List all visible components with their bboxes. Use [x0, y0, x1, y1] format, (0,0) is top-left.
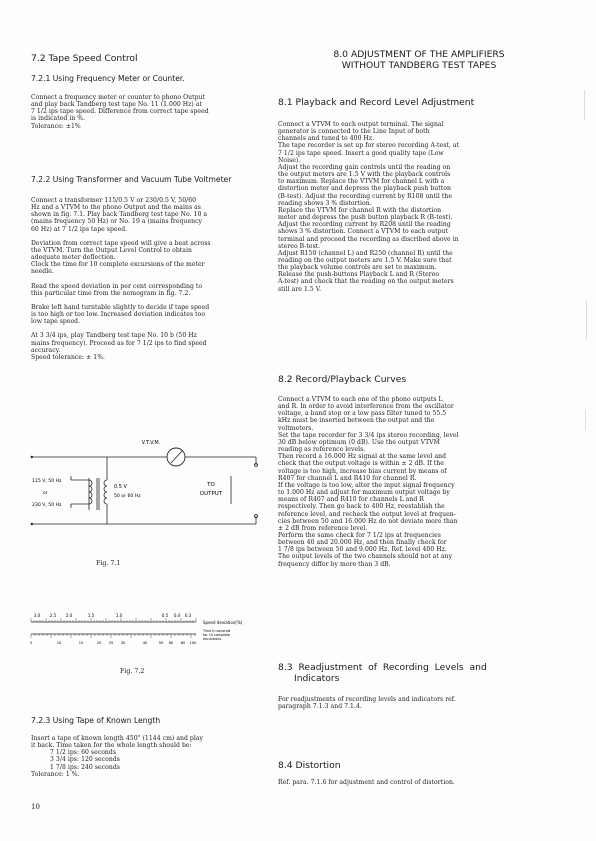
label-or: or [43, 491, 48, 496]
text-line: to maximum. Replace the VTVM for channel L with a [278, 178, 445, 186]
top-tick-label: 0.4 [173, 613, 181, 618]
text-line: accuracy. [31, 346, 61, 354]
label-to: TO [207, 482, 215, 488]
text-line: to 1.000 Hz and adjust for maximum output voltage by [278, 489, 450, 497]
text-line: (mains frequency 50 Hz) or No. 19 a (mains frequency [31, 218, 203, 226]
top-tick-label: 0.3 [184, 613, 192, 618]
bottom-tick-label: 25 [108, 641, 114, 645]
section-8-3-body [278, 696, 560, 710]
text-line: paragraph 7.1.3 and 7.1.4. [278, 703, 362, 711]
top-tick-label: 2.5 [49, 613, 57, 618]
top-tick-label: 0.5 [161, 613, 169, 618]
text-line: reading shows 3 % distortion. [278, 199, 372, 207]
top-tick-label: 2.0 [65, 613, 73, 618]
text-line: means of R407 and R410 for channels L and R [278, 496, 424, 504]
bottom-tick-label: 10 [56, 641, 62, 645]
text-line: the playback volume controls are set to maximum. [278, 264, 437, 272]
section-title-7-2-1: 7.2.1 Using Frequency Meter or Counter. [31, 74, 185, 83]
text-line: Adjust R150 (channel L) and R250 (channel R) until the [278, 249, 453, 257]
top-tick-label: 1.5 [87, 613, 95, 618]
text-line: voltage is too high, increase bias current by means of [278, 467, 447, 475]
meter-needle [171, 451, 182, 463]
text-line: Connect a VTVM to each output terminal. The signal [278, 121, 444, 128]
section-7-2-3-body [31, 735, 271, 778]
text-line: 7 1/2 ips tape speed. Difference from correct tape speed [31, 108, 209, 116]
section-title-8-0-line-2: WITHOUT TANDBERG TEST TAPES [341, 60, 497, 71]
figure-7-2-caption: Fig. 7.2 [120, 668, 145, 675]
top-tick-label: 1.0 [115, 613, 123, 618]
text-line: voltage, a band stop or a low pass filter tuned to 55.5 [278, 410, 447, 418]
text-line: generator is connected to the Line Input of both [278, 128, 430, 136]
text-line: the VTVM. Turn the Output Level Control to obtain [31, 246, 192, 254]
text-line: Replace the VTVM for channel R with the distortion [278, 206, 442, 214]
text-line: stereo B-test. [278, 242, 321, 250]
section-title-7-2-3: 7.2.3 Using Tape of Known Length [31, 716, 161, 725]
label-115v: 115 V, 50 Hz [32, 479, 62, 484]
legend-time-line-2: for 10 complete [203, 633, 230, 637]
text-line: is too high or too low. Increased deviation indicates too [31, 311, 206, 319]
figure-7-2-nomogram [31, 608, 271, 648]
section-8-4 [278, 760, 560, 786]
text-line: mains frequency). Proceed as for 7 1/2 ips to find speed [31, 339, 207, 347]
text-line: voltmeters. [278, 424, 314, 432]
text-line: Speed tolerance: ± 1%. [31, 353, 106, 361]
section-7-2-2-para-4 [31, 304, 271, 325]
section-7-2-2-para-3 [31, 283, 271, 297]
text-line: low tape speed. [31, 318, 81, 326]
figure-7-1-circuit [31, 436, 271, 556]
section-7-2-1 [31, 74, 271, 130]
tolerance: Tolerance: 1 %. [31, 770, 80, 778]
text-line: 30 dB below optimum (0 dB). Use the output VTVM [278, 438, 440, 446]
legend-time-line-1: Time in seconds [203, 629, 231, 633]
text-line: shows 3 % distortion. Connect a VTVM to each output [278, 228, 449, 236]
section-8-2 [278, 374, 560, 568]
text-line: shown in fig. 7.1. Play back Tandberg test tape No. 10 a [31, 211, 208, 219]
speed-item: 3 3/4 ips: 120 seconds [50, 756, 120, 764]
figure-7-1-caption: Fig. 7.1 [96, 560, 121, 567]
section-title-7-2-2: 7.2.2 Using Transformer and Vacuum Tube Voltmeter [31, 175, 232, 184]
text-line: Clock the time for 10 complete excursions of the meter [31, 261, 205, 269]
scan-mark [585, 410, 586, 430]
section-7-2 [31, 53, 271, 64]
text-line: ± 2 dB from reference level. [278, 524, 368, 532]
section-7-2-2-para-5 [31, 332, 271, 361]
text-line: needle. [31, 268, 54, 276]
section-8-0 [278, 49, 560, 71]
section-7-2-2-para-1 [31, 197, 271, 233]
text-line: At 3 3/4 ips, play Tandberg test tape No. 10 b (50 Hz [31, 332, 197, 340]
text-line: Noise). [278, 156, 301, 164]
scan-mark [584, 90, 585, 120]
terminal-left-bottom [31, 523, 33, 525]
section-7-2-2-para-2 [31, 240, 271, 276]
legend-speed-deviation: Speed deviation[%] [203, 620, 243, 625]
section-8-3 [278, 662, 560, 710]
text-line: frequency differ by more than 3 dB. [278, 560, 391, 568]
text-line: A-test) and check that the reading on the output meters [278, 278, 454, 286]
transformer-secondary-coil [104, 480, 107, 504]
text-line: For readjustments of recording levels and indicators ref. [278, 696, 456, 703]
section-title-7-2: 7.2 Tape Speed Control [31, 53, 138, 64]
top-tick-label: 3.0 [33, 613, 41, 618]
text-line: and play back Tandberg test tape No. 11 (1.000 Hz) at [31, 101, 203, 109]
text-line: The output levels of the two channels should not at any [278, 553, 453, 561]
text-line: Adjust the recording current by R208 until the reading [278, 221, 451, 229]
text-line: adequate meter deflection. [31, 254, 116, 262]
label-05v: 0.5 V [114, 484, 127, 490]
scan-mark [586, 300, 587, 340]
text-line: Connect a transformer 115/0.5 V or 230/0.5 V, 50/60 [31, 197, 197, 204]
text-line: respectively. Then go back to 400 Hz, reestablish the [278, 503, 445, 511]
text-line: The tape recorder is set up for stereo recording A-test, at [278, 142, 460, 150]
text-line: Adjust the recording gain controls until the reading on [278, 163, 451, 171]
text-line: still are 1.5 V. [278, 285, 322, 293]
speed-item: 7 1/2 ips: 60 seconds [50, 749, 117, 757]
text-line: 60 Hz) at 7 1/2 ips tape speed. [31, 225, 128, 233]
nomogram-bottom-tick-labels [30, 641, 197, 645]
bottom-tick-label: 80 [180, 641, 186, 645]
text-line: Read the speed deviation in per cent corresponding to [31, 282, 203, 290]
section-8-1 [278, 97, 560, 293]
nomogram-top-scale [31, 618, 196, 622]
section-7-2-1-body [31, 94, 271, 130]
section-title-8-0-line-1: 8.0 ADJUSTMENT OF THE AMPLIFIERS [333, 49, 505, 60]
text-line: it back. Time taken for the whole length should be: [31, 742, 192, 750]
bottom-tick-label: 5 [29, 641, 33, 645]
section-8-4-body [278, 779, 560, 786]
text-line: Tolerance: ±1% [31, 122, 81, 130]
bottom-tick-label: 40 [142, 641, 148, 645]
nomogram-bottom-scale [31, 634, 195, 638]
text-line: 1 7/8 ips between 50 and 9.000 Hz. Ref. level 400 Hz. [278, 546, 447, 554]
legend-time-line-3: excursions. [203, 637, 223, 641]
bottom-tick-label: 60 [168, 641, 174, 645]
terminal-left-top [31, 456, 33, 458]
speed-item: 1 7/8 ips: 240 seconds [50, 763, 120, 771]
text-line: Connect a frequency meter or counter to phono Output [31, 94, 206, 101]
text-line: Brake left hand turntable slightly to decide if tape speed [31, 303, 210, 311]
bottom-tick-label: 30 [120, 641, 126, 645]
text-line: (B-test). Adjust the recording current by R108 until the [278, 192, 453, 200]
section-7-2-2 [31, 175, 271, 361]
text-line: and R. In order to avoid interference from the oscillator [278, 403, 454, 411]
section-title-8-3-line-1: 8.3 Readjustment of Recording Levels and [278, 662, 487, 673]
text-line: Set the tape recorder for 3 3/4 ips stereo recording, level [278, 431, 459, 439]
text-line: meter and depress the push button playback R (B-test). [278, 214, 453, 222]
bottom-tick-label: 100 [189, 641, 197, 645]
text-line: R407 for channel L and R410 for channel R. [278, 474, 417, 482]
text-line: this particular time from the nomogram in fig. 7.2. [31, 289, 191, 297]
text-line: channels and tuned to 400 Hz. [278, 135, 375, 143]
text-line: Connect a VTVM to each one of the phono outputs L [278, 396, 443, 403]
bottom-tick-label: 20 [96, 641, 102, 645]
text-line: Release the push-buttons Playback L and R (Stereo [278, 271, 440, 279]
text-line: is indicated in %. [31, 115, 86, 123]
transformer-primary-coil [89, 480, 92, 504]
text-line: reading as reference levels. [278, 446, 366, 454]
text-line: between 40 and 20.000 Hz, and then finally check for [278, 539, 447, 547]
text-line: check that the output voltage is within ± 2 dB. If the [278, 460, 444, 468]
text-line: terminal and proceed the recording as discribed above in [278, 235, 459, 243]
text-line: reading on the output meters are 1.5 V. Make sure that [278, 256, 452, 264]
section-8-2-body [278, 396, 560, 568]
section-title-8-1: 8.1 Playback and Record Level Adjustment [278, 97, 475, 108]
text-line: reference level, and recheck the output level at frequen- [278, 510, 456, 518]
bottom-tick-label: 15 [78, 641, 84, 645]
page-number: 10 [31, 803, 40, 811]
text-line: 7 1/2 ips tape speed. Insert a good quality tape (Low [278, 149, 444, 157]
text-line: Ref. para. 7.1.6 for adjustment and control of distortion. [278, 779, 455, 786]
section-title-8-2: 8.2 Record/Playback Curves [278, 374, 407, 385]
text-line: kHz must be inserted between the output and the [278, 417, 435, 425]
label-freq: 50 or 60 Hz [114, 494, 141, 499]
text-line: distortion meter and depress the playback push button [278, 185, 451, 193]
label-230v: 230 V, 50 Hz [32, 503, 62, 508]
text-line: the output meters are 1.5 V with the playback controls [278, 171, 451, 179]
section-8-1-body [278, 121, 560, 293]
text-line: Deviation from correct tape speed will give a beat across [31, 239, 211, 247]
text-line: If the voltage is too low, alter the input signal frequency [278, 481, 455, 489]
section-7-2-3 [31, 716, 271, 778]
vtvm-label: V.T.V.M. [141, 440, 161, 446]
text-line: Hz and a VTVM to the phono Output and the mains as [31, 204, 201, 212]
section-title-8-3-line-2: Indicators [294, 673, 340, 684]
text-line: Insert a tape of known length 450" (1144 cm) and play [31, 735, 204, 742]
text-line: Perform the same check for 7 1/2 ips at frequencies [278, 531, 441, 539]
nomogram-top-tick-labels [34, 613, 192, 618]
label-output: OUTPUT [199, 491, 223, 497]
bottom-tick-label: 50 [158, 641, 164, 645]
section-title-8-4: 8.4 Distortion [278, 760, 341, 771]
text-line: cies between 50 and 16.000 Hz do not deviate more than [278, 517, 458, 525]
text-line: Then record a 16.000 Hz signal at the same level and [278, 453, 447, 461]
